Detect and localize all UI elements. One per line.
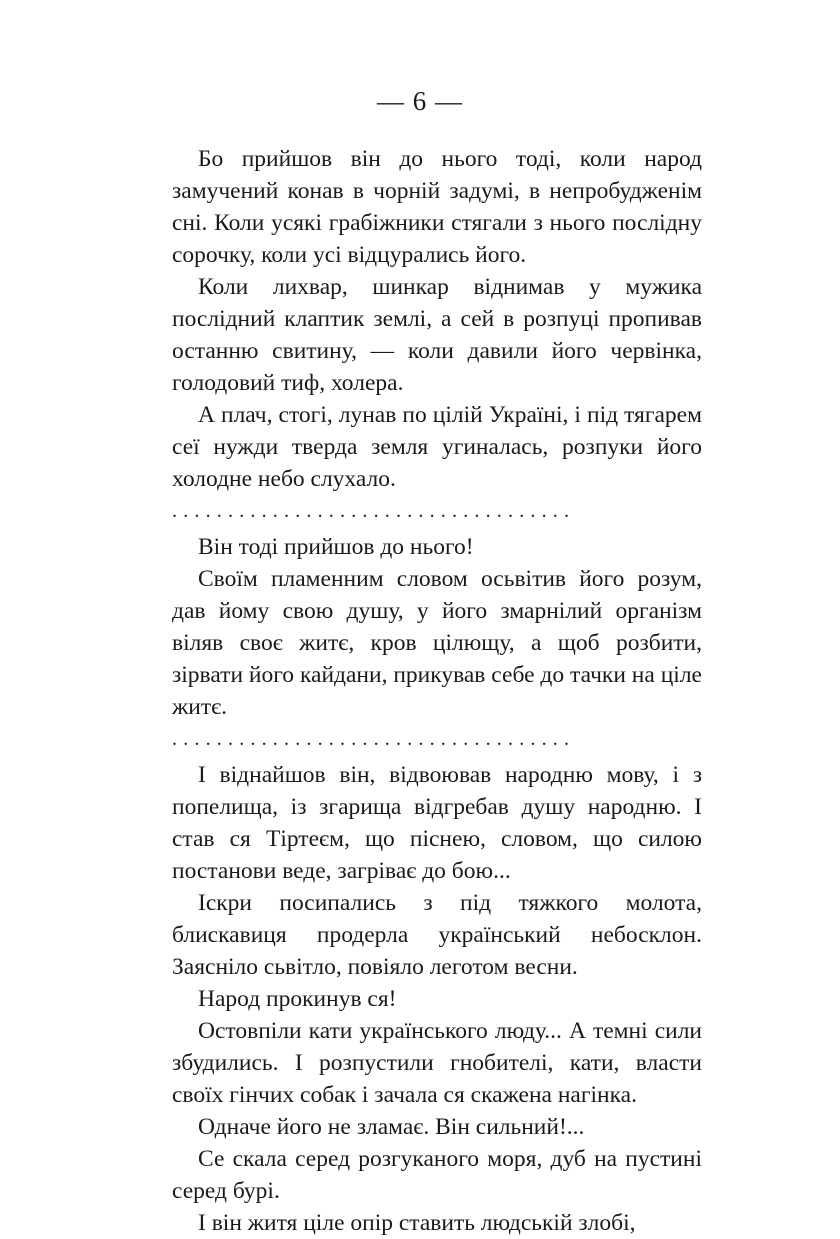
paragraph: Своїм пламенним словом осьвітив його розум, дав йому свою душу, у його змарнілий організм віляв своє житє, кров цілющу, а щоб розбити, зірвати його кайдани, прикував себе до тачки на ціле житє. [172,566,702,720]
paragraph: Одначе його не зламає. Він сильний!... [198,1114,585,1140]
paragraph: Остовпіли кати українського люду... А темні сили збудились. І розпустили гнобителі, кати, власти своїх гінчих собак і зачала ся скажена нагінка. [172,1018,702,1108]
paragraph: Він тоді прийшов до нього! [198,534,474,560]
text-column [172,143,702,1239]
paragraph: І віднайшов він, відвоював народню мову, і з попелища, із згарища відгребав душу народню. І став ся Тіртеєм, що піснею, словом, що силою постанови веде, загріває до бою... [172,762,702,884]
dotted-separator: .................................... [172,501,576,521]
page-number: — 6 — [377,86,463,116]
paragraph: Народ прокинув ся! [198,986,397,1012]
paragraph: Се скала серед розгуканого моря, дуб на пустині серед бурі. [172,1146,702,1204]
paragraph: Коли лихвар, шинкар віднимав у мужика послідний клаптик землі, а сей в розпуці пропивав останню свитину, — коли давили його червінка, голодовий тиф, холера. [172,274,702,396]
paragraph: А плач, стогі, лунав по цілій Україні, і під тягарем сеї нужди тверда земля угиналась, розпуки його холодне небо слухало. [172,402,702,492]
paragraph: Бо прийшов він до нього тоді, коли народ замучений конав в чорній задумі, в непробудженім сні. Коли усякі грабіжники стягали з нього послідну сорочку, коли усі відцурались його. [172,146,702,268]
paragraph: І він житя ціле опір ставить людській злобі, [198,1210,636,1236]
dotted-separator: .................................... [172,729,576,749]
paragraph: Іскри посипались з під тяжкого молота, блискавиця продерла український небосклон. Заясніло сьвітло, повіяло леготом весни. [172,890,702,980]
